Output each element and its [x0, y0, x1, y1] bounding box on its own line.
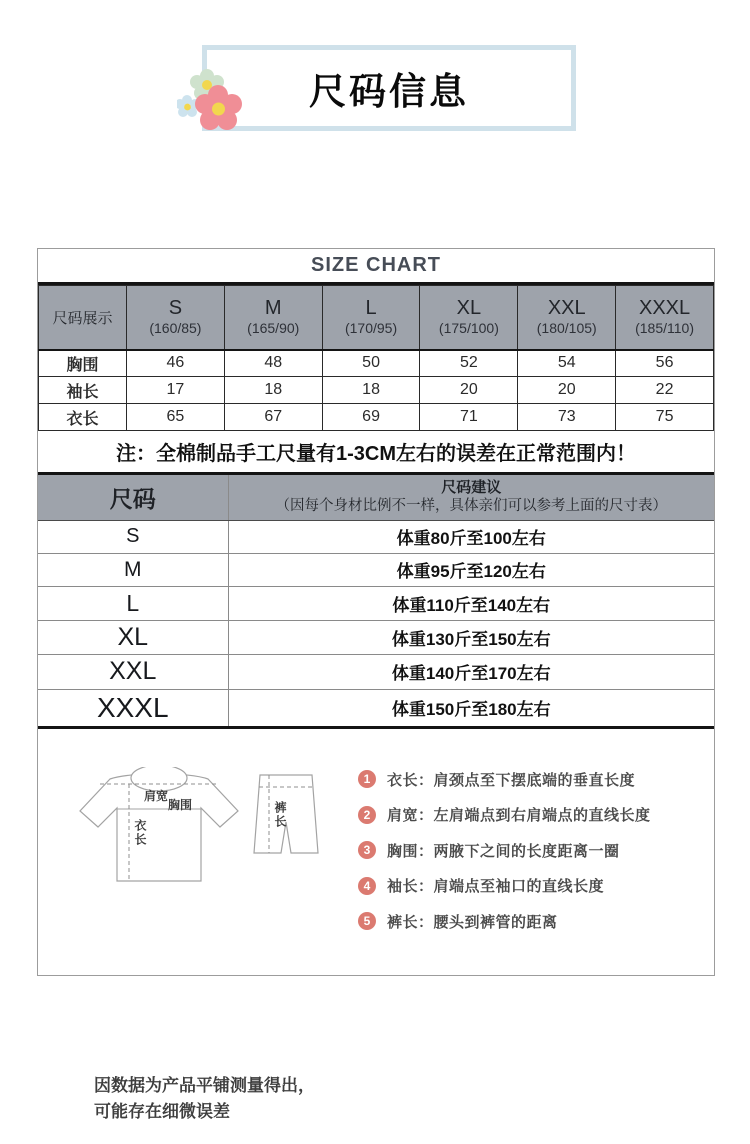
chest-label: 胸围	[168, 797, 193, 812]
list-item	[358, 911, 651, 932]
fit-weight: 体重140斤至170左右	[228, 654, 714, 689]
cell-value: 67	[224, 404, 322, 431]
fit-size: XXL	[38, 654, 228, 689]
size-col-XXL	[518, 286, 616, 350]
fit-weight: 体重130斤至150左右	[228, 620, 714, 654]
guide-text: 裤长：腰头到裤管的距离	[387, 913, 558, 931]
cell-value: 22	[616, 377, 714, 404]
cell-value: 20	[420, 377, 518, 404]
size-sheet	[37, 248, 715, 1121]
fit-size: S	[38, 520, 228, 553]
number-badge-icon: 2	[358, 806, 376, 824]
size-letter: XXXL	[638, 297, 691, 320]
fit-size: M	[38, 553, 228, 586]
fit-row-M	[38, 553, 714, 586]
cell-value: 50	[322, 350, 420, 377]
list-item	[358, 769, 651, 790]
row-label: 袖长	[39, 377, 127, 404]
diagram-caption	[74, 1073, 346, 1125]
fit-suggestion-subtitle: （因每个身材比例不一样，具体亲们可以参考上面的尺寸表）	[275, 498, 667, 515]
list-item	[358, 875, 651, 896]
size-spec: (180/105)	[536, 320, 597, 337]
size-spec: (185/110)	[635, 320, 695, 337]
cell-value: 75	[616, 404, 714, 431]
fit-weight: 体重110斤至140左右	[228, 586, 714, 620]
fit-suggestion-table	[38, 475, 714, 729]
pants-length-label: 裤长	[273, 800, 287, 829]
size-spec: (175/100)	[438, 320, 499, 337]
cell-value: 56	[616, 350, 714, 377]
number-badge-icon: 1	[358, 770, 376, 788]
caption-line-2: 可能存在细微误差	[94, 1101, 230, 1121]
number-badge-icon: 3	[358, 841, 376, 859]
fit-weight: 体重95斤至120左右	[228, 553, 714, 586]
size-letter: M	[264, 297, 282, 320]
measurement-note: 注：全棉制品手工尺量有1-3CM左右的误差在正常范围内！	[38, 431, 714, 475]
fit-size: L	[38, 586, 228, 620]
size-letter: S	[168, 297, 183, 320]
fit-weight: 体重80斤至100左右	[228, 520, 714, 553]
table-row-length	[39, 404, 714, 431]
garment-diagram	[74, 767, 334, 1027]
size-chart-header-row	[39, 286, 714, 350]
size-col-S	[127, 286, 225, 350]
corner-header-cell: 尺码展示	[39, 286, 127, 350]
number-badge-icon: 5	[358, 912, 376, 930]
cell-value: 46	[127, 350, 225, 377]
cell-value: 52	[420, 350, 518, 377]
fit-row-XXXL	[38, 689, 714, 727]
cell-value: 69	[322, 404, 420, 431]
cell-value: 48	[224, 350, 322, 377]
guide-text: 袖长：肩端点至袖口的直线长度	[387, 878, 605, 895]
cell-value: 17	[127, 377, 225, 404]
fit-suggestion-title: 尺码建议	[441, 479, 502, 497]
cell-value: 71	[420, 404, 518, 431]
table-row-chest	[39, 350, 714, 377]
fit-row-XL	[38, 620, 714, 654]
page-title: 尺码信息	[309, 71, 469, 112]
size-col-L	[322, 286, 420, 350]
fit-row-S	[38, 520, 714, 553]
fit-row-XXL	[38, 654, 714, 689]
size-col-XL	[420, 286, 518, 350]
list-item	[358, 840, 651, 861]
size-spec: (160/85)	[149, 320, 202, 337]
size-letter: XXL	[547, 297, 586, 320]
cell-value: 54	[518, 350, 616, 377]
garment-outline-icon	[74, 767, 334, 891]
list-item	[358, 804, 651, 825]
fit-row-L	[38, 586, 714, 620]
cell-value: 20	[518, 377, 616, 404]
flower-decoration-icon	[177, 62, 247, 132]
size-letter: L	[365, 297, 377, 320]
size-col-XXXL	[616, 286, 714, 350]
guide-text: 衣长：肩颈点至下摆底端的垂直长度	[387, 771, 636, 789]
fit-header-row	[38, 475, 714, 520]
size-letter: XL	[456, 297, 482, 320]
diagram-column	[74, 767, 346, 1121]
size-col-M	[224, 286, 322, 350]
row-label: 衣长	[39, 404, 127, 431]
row-label: 胸围	[39, 350, 127, 377]
fit-col2-header	[228, 475, 714, 520]
fit-weight: 体重150斤至180左右	[228, 689, 714, 727]
measure-guide-section	[38, 729, 714, 1121]
fit-size: XXXL	[38, 689, 228, 727]
shoulder-width-label: 肩宽	[144, 788, 169, 803]
fit-size: XL	[38, 620, 228, 654]
cell-value: 73	[518, 404, 616, 431]
cell-value: 18	[322, 377, 420, 404]
size-chart-table	[38, 285, 714, 431]
guide-text: 胸围：两腋下之间的长度距离一圈	[387, 842, 620, 860]
measure-guide-list	[358, 767, 651, 975]
size-chart-heading: SIZE CHART	[38, 249, 714, 285]
table-row-sleeve	[39, 377, 714, 404]
size-spec: (165/90)	[247, 320, 300, 337]
guide-text: 肩宽：左肩端点到右肩端点的直线长度	[387, 807, 651, 824]
cell-value: 18	[224, 377, 322, 404]
cell-value: 65	[127, 404, 225, 431]
size-spec: (170/95)	[344, 320, 398, 337]
garment-length-label: 衣长	[133, 818, 147, 847]
fit-col1-header: 尺码	[38, 475, 228, 520]
caption-line-1: 因数据为产品平铺测量得出，	[94, 1075, 315, 1095]
title-banner	[202, 45, 576, 131]
number-badge-icon: 4	[358, 877, 376, 895]
